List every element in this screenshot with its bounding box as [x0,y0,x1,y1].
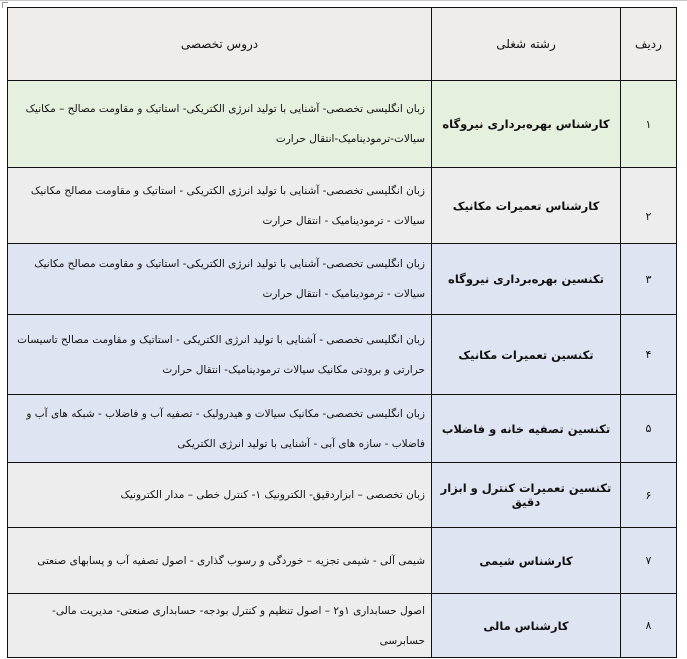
row-index: ۴ [621,315,677,395]
row-index: ۲ [621,168,677,244]
row-courses: زبان انگلیسی تخصصی- آشنایی با تولید انرژی الکتریکی - استاتیک و مقاومت مصالح مکانیک سیالات - ترمودینامیک - انتقال حرارت [8,168,432,244]
row-courses: زبان انگلیسی تخصصی- آشنایی با تولید انرژی الکتریکی- استاتیک و مقاومت مصالح مکانیک سیالات - ترمودینامیک - انتقال حرارت [8,244,432,315]
header-courses: دروس تخصصی [8,8,432,81]
row-job-title: کارشناس مالی [432,594,621,658]
table-row [8,168,677,244]
row-index: ۶ [621,463,677,528]
row-index: ۵ [621,395,677,463]
row-job-title: کارشناس بهره‌برداری نیروگاه [432,81,621,168]
header-index: ردیف [621,8,677,81]
courses-table [7,7,677,658]
table-row [8,395,677,463]
row-job-title: تکنسین تعمیرات کنترل و ابزار دقیق [432,463,621,528]
row-job-title: کارشناس شیمی [432,528,621,594]
table-row [8,594,677,658]
row-courses: شیمی آلی - شیمی تجزیه – خوردگی و رسوب گذاری - اصول تصفیه آب و پسابهای صنعتی [8,528,432,594]
table-row [8,463,677,528]
row-job-title: کارشناس تعمیرات مکانیک [432,168,621,244]
table-row [8,528,677,594]
row-job-title: تکنسین تصفیه خانه و فاضلاب [432,395,621,463]
page-top-rule [0,0,687,1]
row-courses: اصول حسابداری ۱و۲ – اصول تنظیم و کنترل بودجه- حسابداری صنعتی- مدیریت مالی- حسابرسی [8,594,432,658]
row-courses: زبان تخصصی – ابزاردقیق- الکترونیک ۱- کنترل خطی – مدار الکترونیک [8,463,432,528]
table-header-row [8,8,677,81]
row-index: ۸ [621,594,677,658]
table-row [8,81,677,168]
table-row [8,315,677,395]
row-index: ۱ [621,81,677,168]
row-courses: زبان انگلیسی تخصصی - آشنایی با تولید انرژی الکتریکی - استاتیک و مقاومت مصالح تاسیسات حرارتی و برودتی مکانیک سیالات ترمودینامیک- انتقال حرارت [8,315,432,395]
row-index: ۳ [621,244,677,315]
row-courses: زبان انگلیسی تخصصی- مکانیک سیالات و هیدرولیک - تصفیه آب و فاضلاب - شبکه های آب و فاضلاب - سازه های آبی - آشنایی با تولید انرژی الکتریکی [8,395,432,463]
row-job-title: تکنسین بهره‌برداری نیروگاه [432,244,621,315]
row-index: ۷ [621,528,677,594]
row-job-title: تکنسین تعمیرات مکانیک [432,315,621,395]
row-courses: زبان انگلیسی تخصصی- آشنایی با تولید انرژی الکتریکی- استاتیک و مقاومت مصالح – مکانیک سیالات-ترمودینامیک-انتقال حرارت [8,81,432,168]
table-row [8,244,677,315]
header-job: رشته شغلی [432,8,621,81]
